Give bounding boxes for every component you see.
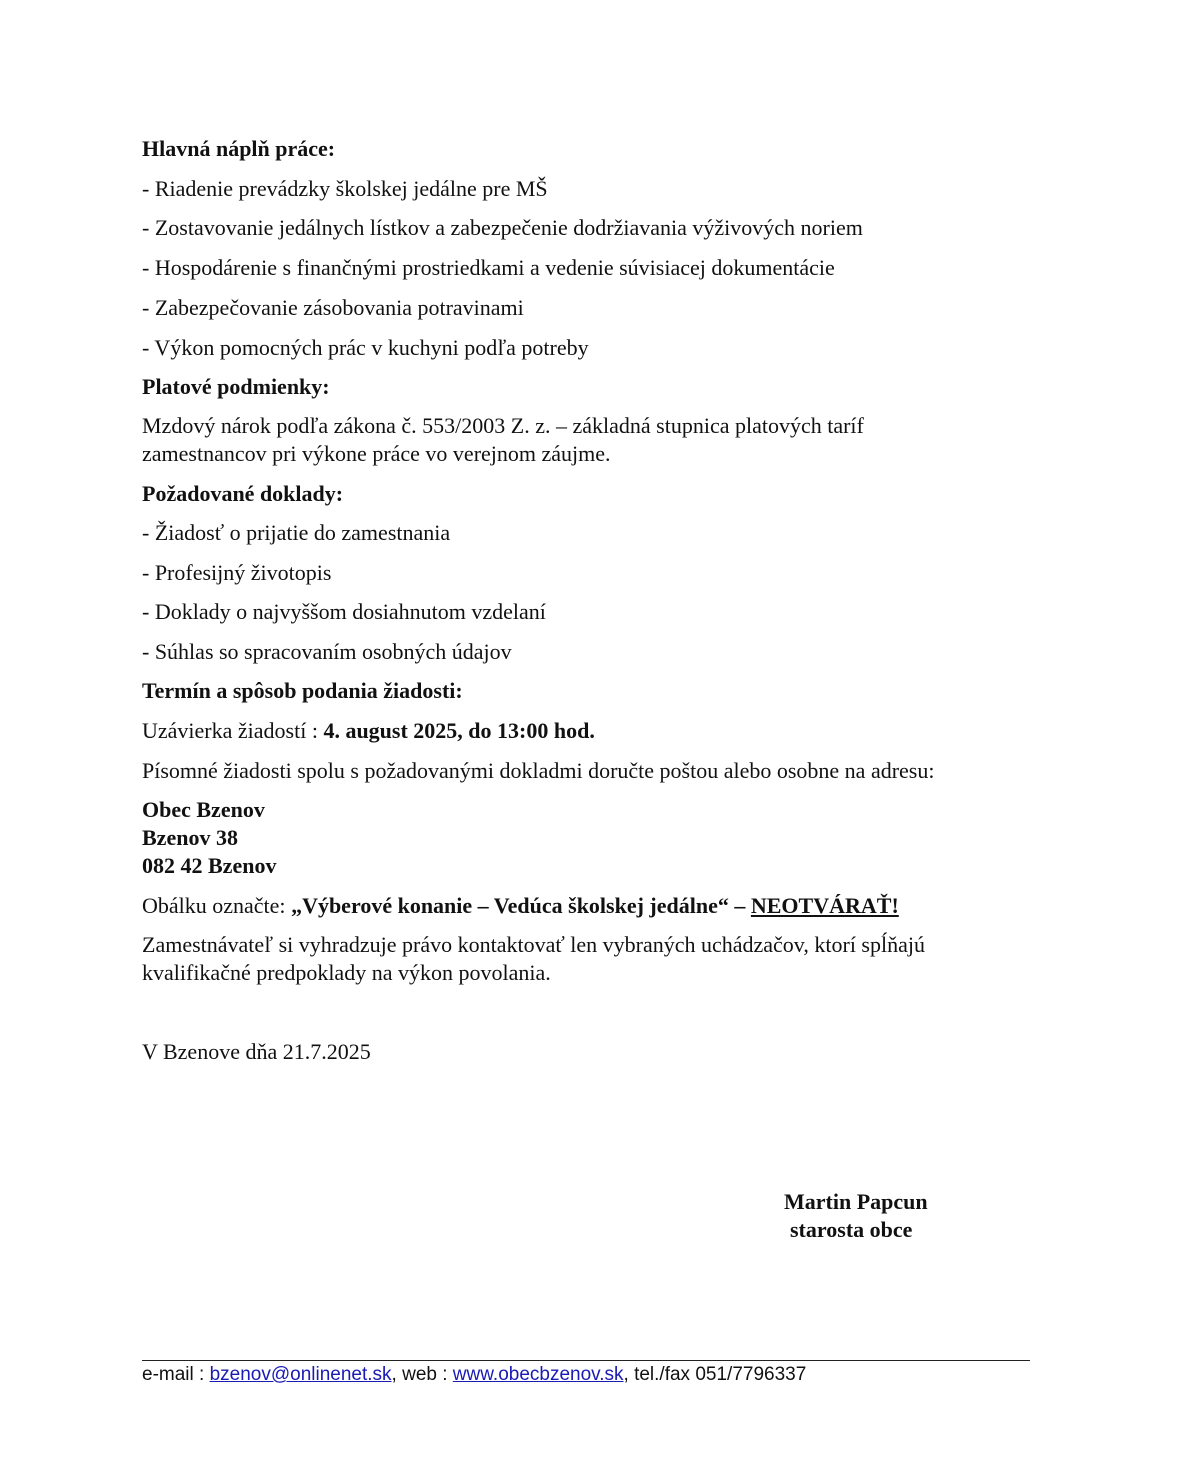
salary-text-line: zamestnancov pri výkone práce vo verejnom záujme. bbox=[142, 441, 611, 466]
list-item: - Výkon pomocných prác v kuchyni podľa potreby bbox=[142, 335, 589, 360]
footer-web-link[interactable]: www.obecbzenov.sk bbox=[452, 1364, 624, 1385]
address-name: Obec Bzenov bbox=[142, 797, 265, 822]
envelope-label: Obálku označte: bbox=[142, 893, 292, 918]
signature-title: starosta obce bbox=[790, 1217, 913, 1242]
list-item: - Hospodárenie s finančnými prostriedkami a vedenie súvisiacej dokumentácie bbox=[142, 255, 835, 280]
list-item: - Žiadosť o prijatie do zamestnania bbox=[142, 520, 451, 545]
footer-divider bbox=[142, 1360, 1030, 1361]
list-item: - Riadenie prevádzky školskej jedálne pre MŠ bbox=[142, 176, 548, 201]
deadline-heading: Termín a spôsob podania žiadosti: bbox=[142, 678, 463, 703]
footer-email-label: e-mail : bbox=[142, 1364, 210, 1385]
list-item: - Súhlas so spracovaním osobných údajov bbox=[142, 639, 512, 664]
deadline-instruction: Písomné žiadosti spolu s požadovanými dokladmi doručte poštou alebo osobne na adresu: bbox=[142, 758, 935, 783]
envelope-warning: NEOTVÁRAŤ! bbox=[750, 893, 899, 918]
list-item: - Zostavovanie jedálnych lístkov a zabezpečenie dodržiavania výživových noriem bbox=[142, 215, 863, 240]
place-date: V Bzenove dňa 21.7.2025 bbox=[142, 1039, 371, 1064]
deadline-label: Uzávierka žiadostí : bbox=[142, 718, 324, 743]
address-city: 082 42 Bzenov bbox=[142, 853, 277, 878]
disclaimer-line: Zamestnávateľ si vyhradzuje právo kontaktovať len vybraných uchádzačov, ktorí spĺňajú bbox=[142, 932, 925, 957]
envelope-mark: „Výberové konanie – Vedúca školskej jedálne“ – bbox=[291, 893, 751, 918]
envelope-line bbox=[142, 892, 899, 920]
documents-heading: Požadované doklady: bbox=[142, 481, 344, 506]
signature-name: Martin Papcun bbox=[784, 1189, 928, 1214]
footer-email-link[interactable]: bzenov@onlinenet.sk bbox=[209, 1364, 392, 1385]
disclaimer-line: kvalifikačné predpoklady na výkon povolania. bbox=[142, 960, 551, 985]
list-item: - Zabezpečovanie zásobovania potravinami bbox=[142, 295, 524, 320]
deadline-line bbox=[142, 717, 595, 745]
list-item: - Doklady o najvyššom dosiahnutom vzdelaní bbox=[142, 599, 546, 624]
address-street: Bzenov 38 bbox=[142, 825, 238, 850]
footer-web-label: , web : bbox=[391, 1364, 453, 1385]
salary-heading: Platové podmienky: bbox=[142, 374, 330, 399]
main-duties-heading: Hlavná náplň práce: bbox=[142, 136, 336, 161]
footer-phone: , tel./fax 051/7796337 bbox=[623, 1364, 807, 1385]
footer-contact bbox=[142, 1362, 806, 1388]
list-item: - Profesijný životopis bbox=[142, 560, 332, 585]
deadline-date: 4. august 2025, do 13:00 hod. bbox=[323, 718, 595, 743]
salary-text-line: Mzdový nárok podľa zákona č. 553/2003 Z. z. – základná stupnica platových taríf bbox=[142, 413, 864, 438]
